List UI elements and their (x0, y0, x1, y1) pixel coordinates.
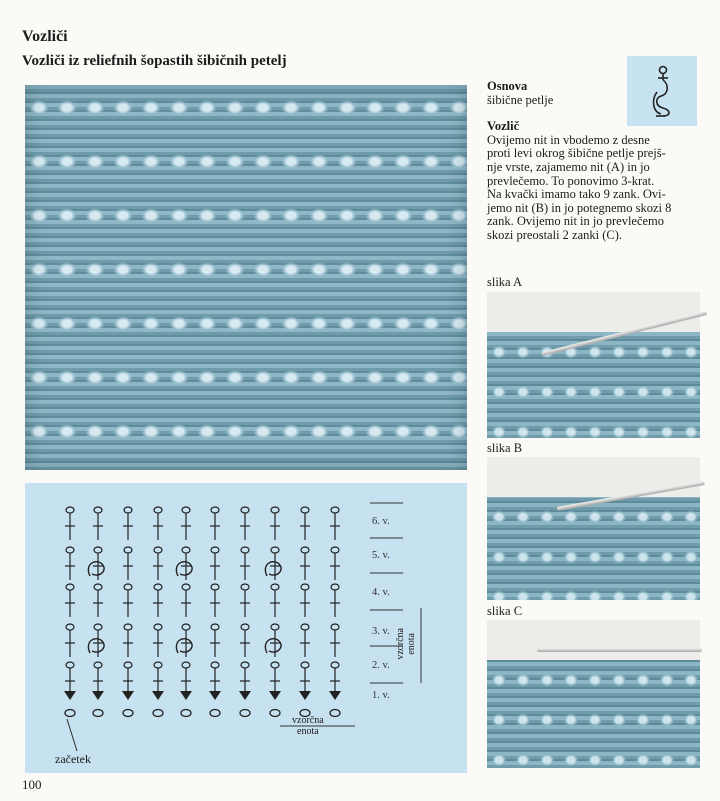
chain-stitch-icon (154, 547, 162, 553)
chain-stitch-icon (124, 624, 132, 630)
figure-label-c: slika C (487, 604, 523, 618)
chain-stitch-icon (331, 624, 339, 630)
bobble-stitch-icon (88, 562, 104, 576)
chain-stitch-icon (124, 507, 132, 513)
chain-stitch-icon (330, 710, 340, 717)
chain-stitch-icon (241, 624, 249, 630)
chain-stitch-icon (241, 584, 249, 590)
chain-stitch-icon (271, 507, 279, 513)
instructions (487, 80, 702, 243)
instruction-line: jemo nit (B) in jo potegnemo skozi 8 (487, 200, 672, 215)
base-description: šibične petlje (487, 92, 554, 107)
chain-stitch-icon (301, 547, 309, 553)
chain-stitch-icon (66, 624, 74, 630)
instruction-line: proti levi okrog šibične petlje prejš- (487, 146, 666, 161)
chain-stitch-icon (271, 584, 279, 590)
page-subtitle: Vozliči iz reliefnih šopastih šibičnih petelj (22, 53, 287, 69)
row-label: 1. v. (372, 690, 390, 701)
instruction-line: prevlečemo. To ponovimo 3-krat. (487, 173, 655, 188)
chain-stitch-icon (94, 507, 102, 513)
page-number: 100 (22, 777, 42, 792)
row-label: 4. v. (372, 587, 390, 598)
row-label: 2. v. (372, 660, 390, 671)
chain-stitch-icon (182, 584, 190, 590)
instruction-line: zank. Ovijemo nit in jo prevlečemo (487, 214, 665, 229)
page-title: Vozliči (22, 28, 68, 45)
chain-stitch-icon (124, 662, 132, 668)
chain-stitch-icon (182, 547, 190, 553)
chain-stitch-icon (211, 507, 219, 513)
pattern-repeat-horizontal-label (292, 715, 324, 737)
chain-stitch-icon (240, 710, 250, 717)
instruction-line: nje vrste, zajamemo nit (A) in jo (487, 159, 650, 174)
unit-word: enota (297, 726, 319, 737)
chain-stitch-icon (331, 507, 339, 513)
chain-stitch-icon (301, 624, 309, 630)
chain-stitch-icon (271, 624, 279, 630)
chain-stitch-icon (182, 507, 190, 513)
main-fabric-photo (25, 85, 467, 470)
chain-stitch-icon (94, 662, 102, 668)
chain-stitch-icon (241, 547, 249, 553)
chain-stitch-icon (270, 710, 280, 717)
chain-stitch-icon (211, 662, 219, 668)
bobble-stitch-icon (176, 562, 192, 576)
chain-stitch-icon (124, 584, 132, 590)
instruction-line: skozi preostali 2 zanki (C). (487, 227, 623, 242)
crochet-hook-icon (537, 648, 702, 652)
chain-stitch-icon (211, 624, 219, 630)
chain-stitch-icon (331, 547, 339, 553)
figure-c-photo (487, 620, 700, 768)
figure-a-photo (487, 292, 700, 438)
figure-b-photo (487, 457, 700, 600)
figure-label-a: slika A (487, 275, 523, 289)
chain-stitch-icon (211, 547, 219, 553)
bobble-stitch-icon (176, 639, 192, 653)
photo-background (487, 292, 700, 332)
chain-stitch-icon (154, 662, 162, 668)
chain-stitch-icon (93, 710, 103, 717)
bobble-stitch-icon (265, 639, 281, 653)
bobble-stitch-icon (265, 562, 281, 576)
chain-stitch-icon (66, 584, 74, 590)
row-label: 5. v. (372, 550, 390, 561)
chain-stitch-icon (65, 710, 75, 717)
row-label: 3. v. (372, 626, 390, 637)
chain-stitch-icon (66, 662, 74, 668)
chain-stitch-icon (154, 584, 162, 590)
instruction-line: Ovijemo nit in vbodemo z desne (487, 132, 650, 147)
chain-stitch-icon (301, 584, 309, 590)
chain-stitch-icon (301, 507, 309, 513)
chain-stitch-icon (94, 624, 102, 630)
chain-stitch-icon (271, 662, 279, 668)
chain-stitch-icon (94, 584, 102, 590)
base-label: Osnova (487, 79, 528, 93)
chain-stitch-icon (154, 507, 162, 513)
chain-stitch-icon (331, 584, 339, 590)
chain-stitch-icon (123, 710, 133, 717)
chain-stitch-icon (153, 710, 163, 717)
unit-word: enota (406, 633, 417, 655)
figure-label-b: slika B (487, 441, 523, 455)
chain-stitch-icon (94, 547, 102, 553)
chain-stitch-icon (182, 662, 190, 668)
start-label: začetek (55, 752, 91, 766)
chain-stitch-icon (241, 507, 249, 513)
unit-word: vzorčna (292, 715, 324, 726)
start-pointer (67, 719, 77, 751)
chain-stitch-icon (271, 547, 279, 553)
stitch-label: Vozlič (487, 119, 520, 134)
chain-stitch-icon (154, 624, 162, 630)
chain-stitch-icon (181, 710, 191, 717)
chain-stitch-icon (182, 624, 190, 630)
chain-stitch-icon (66, 507, 74, 513)
unit-word: vzorčna (395, 628, 406, 660)
chain-stitch-icon (211, 584, 219, 590)
pattern-repeat-vertical-label (395, 628, 417, 660)
row-label: 6. v. (372, 516, 390, 527)
chain-stitch-icon (241, 662, 249, 668)
chain-stitch-icon (331, 662, 339, 668)
instruction-line: Na kvački imamo tako 9 zank. Ovi- (487, 187, 666, 202)
chain-stitch-icon (210, 710, 220, 717)
chain-stitch-icon (66, 547, 74, 553)
chain-stitch-icon (124, 547, 132, 553)
photo-background (487, 620, 700, 660)
bobble-stitch-icon (88, 639, 104, 653)
chain-stitch-icon (301, 662, 309, 668)
